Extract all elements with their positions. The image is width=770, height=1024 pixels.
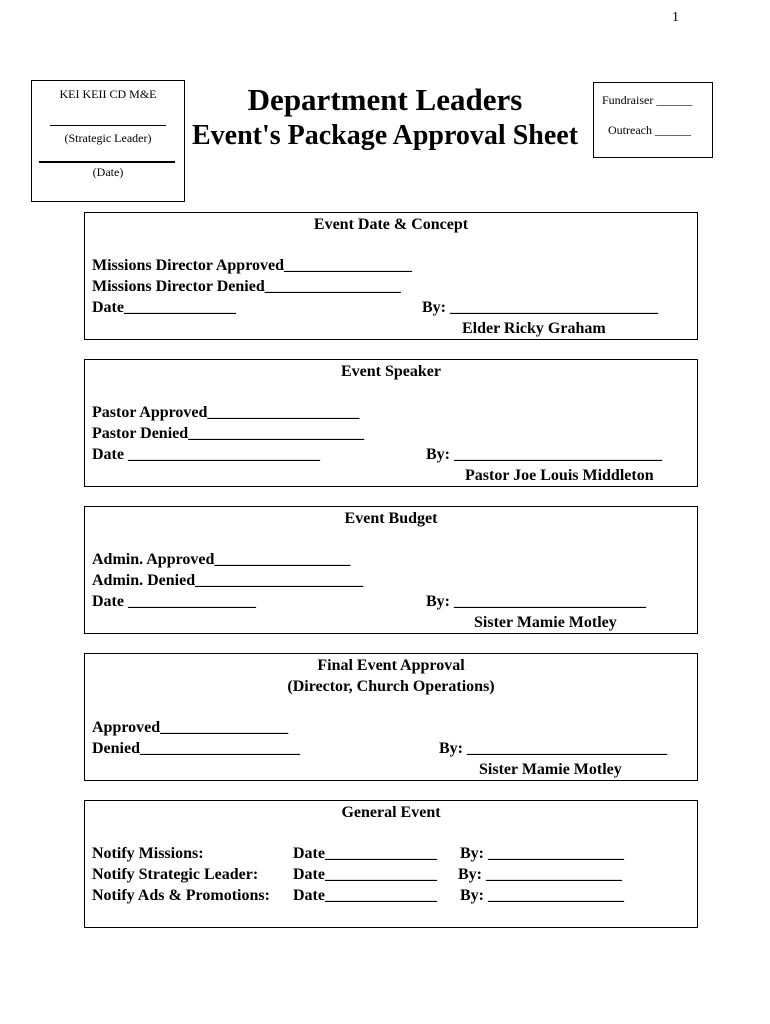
page-number: 1 — [672, 10, 679, 25]
by-signature-field[interactable]: By: _________________________ — [439, 740, 667, 757]
notify-missions-by-field[interactable]: By: _________________ — [460, 845, 624, 862]
pastor-approved-field[interactable]: Pastor Approved___________________ — [92, 404, 360, 421]
date-signature-line[interactable] — [39, 161, 175, 163]
page-title: Department Leaders — [247, 82, 523, 117]
section-heading: Event Date & Concept — [313, 216, 469, 233]
by-signature-field[interactable]: By: __________________________ — [426, 446, 662, 463]
date-field[interactable]: Date______________ — [92, 299, 236, 316]
date-field[interactable]: Date ________________________ — [92, 446, 320, 463]
page-subtitle: Event's Package Approval Sheet — [191, 120, 579, 151]
strategic-leader-label: (Strategic Leader) — [64, 131, 152, 145]
missions-director-approved-field[interactable]: Missions Director Approved________________ — [92, 257, 413, 274]
missions-director-denied-field[interactable]: Missions Director Denied_________________ — [92, 278, 401, 295]
notify-ads-promotions-by-field[interactable]: By: _________________ — [460, 887, 624, 904]
approved-field[interactable]: Approved________________ — [92, 719, 289, 736]
notify-strategic-leader-date-field[interactable]: Date______________ — [293, 866, 437, 883]
section-heading: General Event — [341, 804, 441, 821]
section-event-date-concept — [84, 212, 698, 340]
signer-name: Pastor Joe Louis Middleton — [465, 467, 654, 484]
section-final-event-approval — [84, 653, 698, 781]
outreach-field[interactable]: Outreach ______ — [608, 123, 691, 137]
pastor-denied-field[interactable]: Pastor Denied______________________ — [92, 425, 365, 442]
admin-denied-field[interactable]: Admin. Denied_____________________ — [92, 572, 364, 589]
department-codes: KEI KEII CD M&E — [59, 87, 157, 101]
notify-missions-date-field[interactable]: Date______________ — [293, 845, 437, 862]
notify-ads-promotions-date-field[interactable]: Date______________ — [293, 887, 437, 904]
section-heading: Event Speaker — [341, 363, 441, 380]
signer-name: Elder Ricky Graham — [462, 320, 606, 337]
signer-name: Sister Mamie Motley — [474, 614, 617, 631]
section-event-speaker — [84, 359, 698, 487]
admin-approved-field[interactable]: Admin. Approved_________________ — [92, 551, 351, 568]
section-heading: Event Budget — [344, 510, 438, 527]
by-signature-field[interactable]: By: __________________________ — [422, 299, 658, 316]
section-subheading: (Director, Church Operations) — [287, 678, 495, 695]
section-general-event — [84, 800, 698, 928]
signer-name: Sister Mamie Motley — [479, 761, 622, 778]
section-event-budget — [84, 506, 698, 634]
denied-field[interactable]: Denied____________________ — [92, 740, 300, 757]
fundraiser-field[interactable]: Fundraiser ______ — [602, 93, 693, 107]
notify-missions-label: Notify Missions: — [92, 845, 204, 862]
date-label: (Date) — [92, 165, 124, 179]
by-signature-field[interactable]: By: ________________________ — [426, 593, 646, 610]
notify-ads-promotions-label: Notify Ads & Promotions: — [92, 887, 270, 904]
date-field[interactable]: Date ________________ — [92, 593, 256, 610]
notify-strategic-leader-by-field[interactable]: By: _________________ — [458, 866, 622, 883]
strategic-leader-box — [31, 80, 185, 202]
event-type-box — [593, 82, 713, 158]
strategic-leader-signature-line[interactable] — [50, 125, 166, 126]
notify-strategic-leader-label: Notify Strategic Leader: — [92, 866, 259, 883]
section-heading: Final Event Approval — [317, 657, 465, 674]
